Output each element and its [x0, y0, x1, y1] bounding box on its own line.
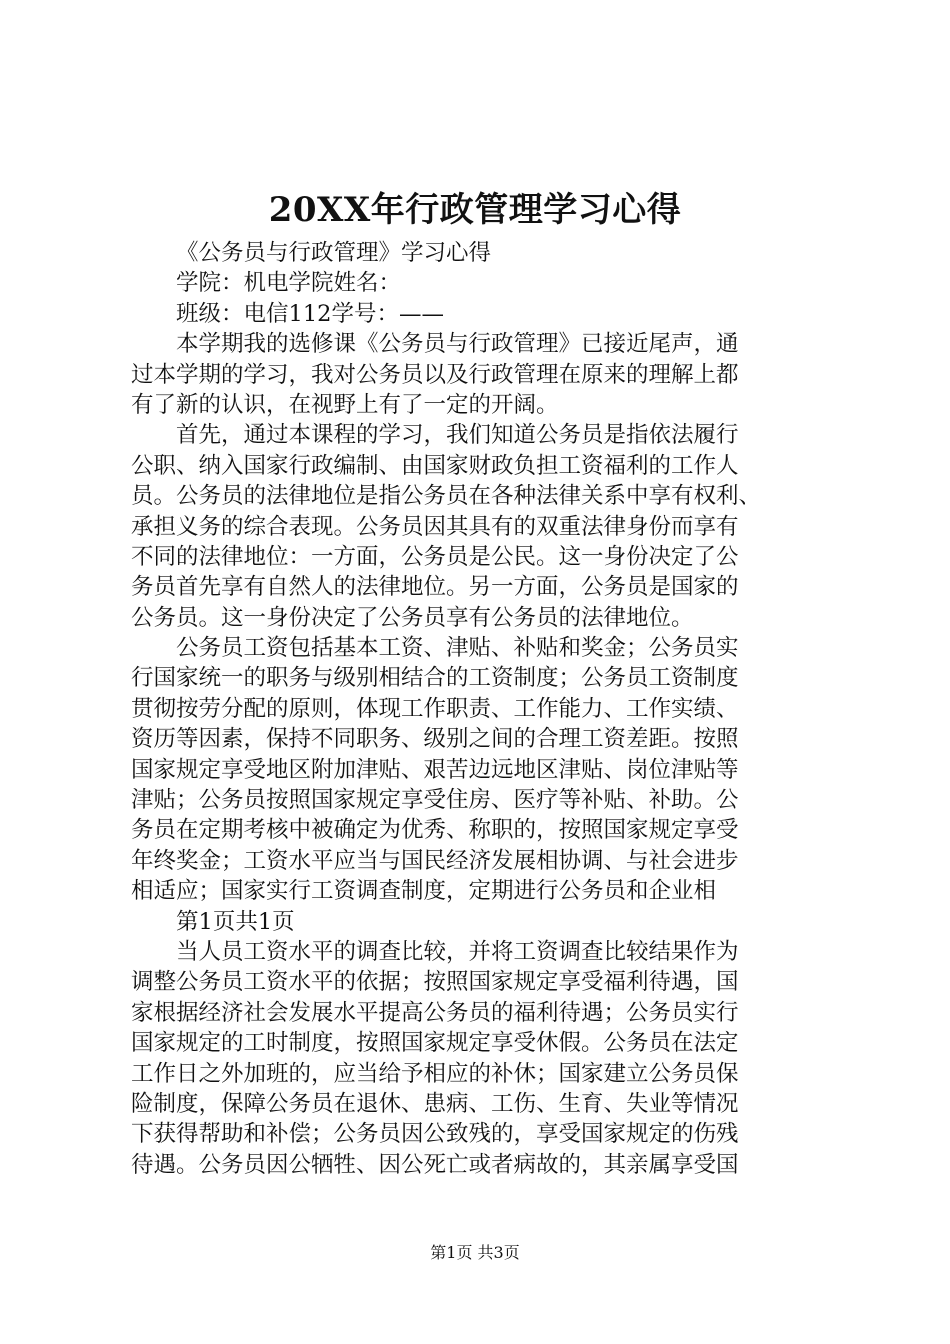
paragraph-line: 公务员工资包括基本工资、津贴、补贴和奖金；公务员实 [176, 635, 739, 662]
paragraph-line: 国家规定的工时制度，按照国家规定享受休假。公务员在法定 [131, 1030, 739, 1057]
paragraph-line: 行国家统一的职务与级别相结合的工资制度；公务员工资制度 [131, 665, 739, 692]
paragraph-line: 公职、纳入国家行政编制、由国家财政负担工资福利的工作人 [131, 452, 739, 479]
paragraph-line: 调整公务员工资水平的依据；按照国家规定享受福利待遇，国 [131, 969, 739, 996]
paragraph-salary [131, 633, 831, 907]
paragraph-line: 承担义务的综合表现。公务员因其具有的双重法律身份而享有 [131, 513, 739, 540]
header-line-class: 班级：电信112学号：—— [176, 300, 444, 327]
paragraph-line: 家根据经济社会发展水平提高公务员的福利待遇；公务员实行 [131, 999, 739, 1026]
paragraph-line: 津贴；公务员按照国家规定享受住房、医疗等补贴、补助。公 [131, 787, 739, 814]
paragraph-benefits [131, 937, 831, 1180]
paragraph-intro [131, 329, 831, 420]
paragraph-line: 国家规定享受地区附加津贴、艰苦边远地区津贴、岗位津贴等 [131, 756, 739, 783]
paragraph-line: 年终奖金；工资水平应当与国民经济发展相协调、与社会进步 [131, 847, 739, 874]
paragraph-line: 公务员。这一身份决定了公务员享有公务员的法律地位。 [131, 604, 694, 631]
paragraph-line: 过本学期的学习，我对公务员以及行政管理在原来的理解上都 [131, 361, 739, 388]
paragraph-line: 务员首先享有自然人的法律地位。另一方面，公务员是国家的 [131, 574, 739, 601]
paragraph-line: 贯彻按劳分配的原则，体现工作职责、工作能力、工作实绩、 [131, 695, 739, 722]
document-title: 20XX年行政管理学习心得 [268, 190, 682, 230]
inline-page-marker: 第1页共1页 [176, 908, 295, 935]
paragraph-line: 本学期我的选修课《公务员与行政管理》已接近尾声，通 [176, 331, 739, 358]
header-line-college: 学院：机电学院姓名： [176, 270, 402, 297]
paragraph-line: 相适应；国家实行工资调查制度，定期进行公务员和企业相 [131, 878, 717, 905]
header-line-course: 《公务员与行政管理》学习心得 [176, 240, 492, 266]
paragraph-line: 首先，通过本课程的学习，我们知道公务员是指依法履行 [176, 422, 739, 449]
paragraph-line: 工作日之外加班的，应当给予相应的补休；国家建立公务员保 [131, 1060, 739, 1087]
paragraph-line: 不同的法律地位：一方面，公务员是公民。这一身份决定了公 [131, 543, 739, 570]
paragraph-line: 险制度，保障公务员在退休、患病、工伤、生育、失业等情况 [131, 1090, 739, 1117]
paragraph-line: 员。公务员的法律地位是指公务员在各种法律关系中享有权利、 [131, 483, 762, 510]
paragraph-legal-status [131, 420, 831, 633]
paragraph-line: 下获得帮助和补偿；公务员因公致残的，享受国家规定的伤残 [131, 1121, 739, 1148]
document-body [131, 238, 831, 1180]
page-footer: 第1页 共3页 [430, 1243, 520, 1262]
paragraph-line: 务员在定期考核中被确定为优秀、称职的，按照国家规定享受 [131, 817, 739, 844]
paragraph-line: 有了新的认识，在视野上有了一定的开阔。 [131, 391, 559, 418]
paragraph-line: 待遇。公务员因公牺牲、因公死亡或者病故的，其亲属享受国 [131, 1151, 739, 1178]
paragraph-line: 当人员工资水平的调查比较，并将工资调查比较结果作为 [176, 938, 739, 965]
paragraph-line: 资历等因素，保持不同职务、级别之间的合理工资差距。按照 [131, 726, 739, 753]
